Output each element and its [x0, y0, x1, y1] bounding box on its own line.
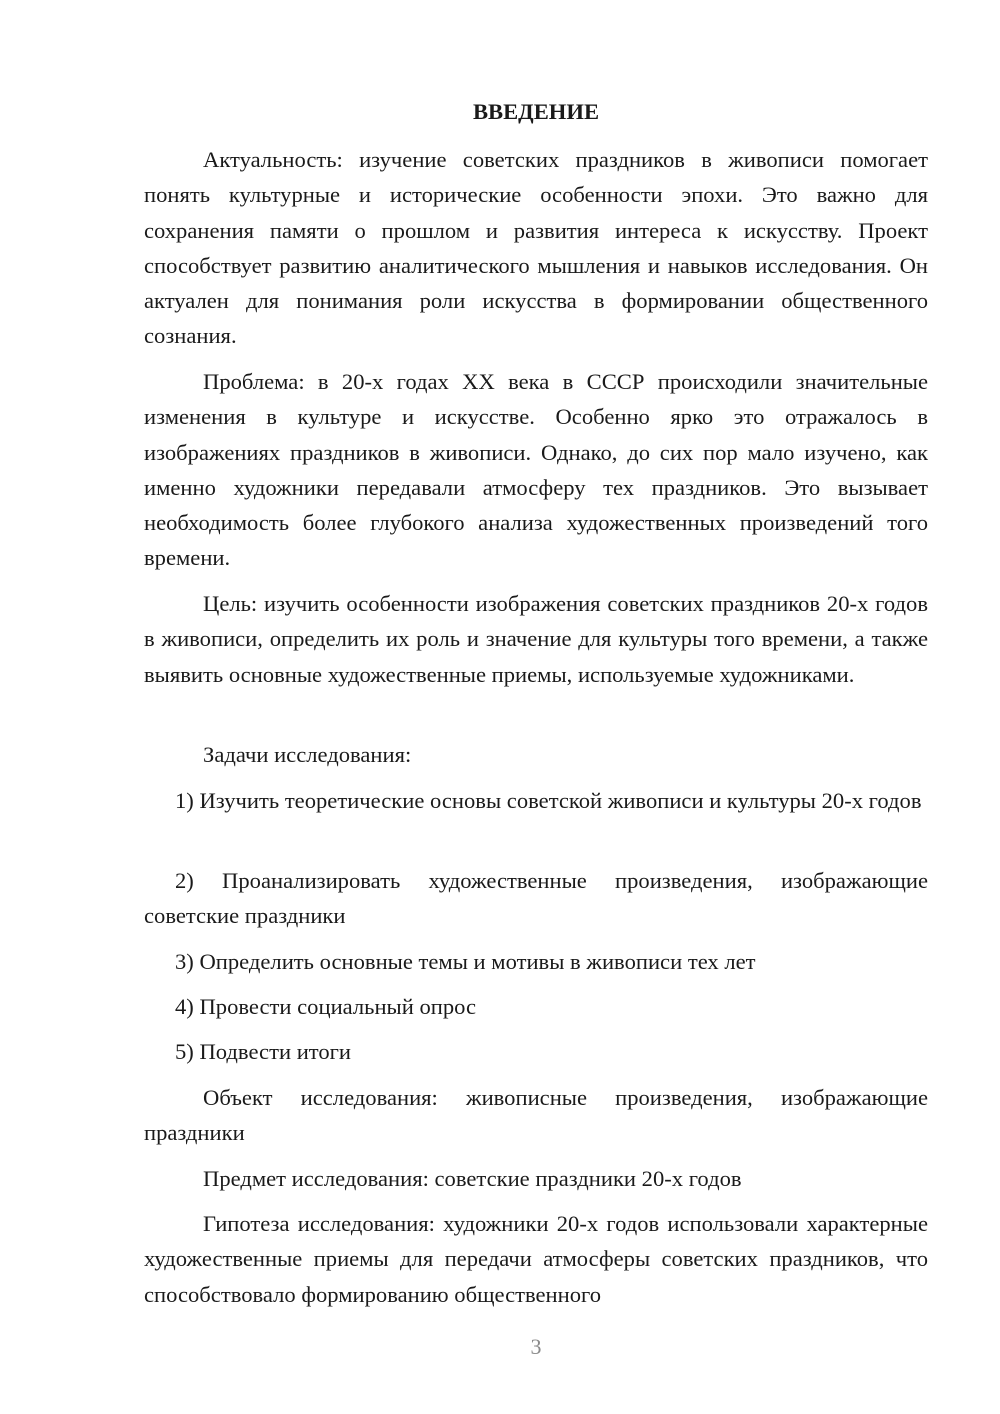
task-item-5: 5) Подвести итоги: [175, 1039, 352, 1064]
task-item-3: 3) Определить основные темы и мотивы в живописи тех лет: [175, 949, 756, 974]
task-item-4: 4) Провести социальный опрос: [175, 994, 477, 1019]
paragraph-subject: Предмет исследования: советские праздники 20-х годов: [203, 1166, 742, 1191]
task-item-1: 1) Изучить теоретические основы советской живописи и культуры 20-х годов: [175, 788, 922, 813]
page-title: ВВЕДЕНИЕ: [472, 99, 600, 124]
task-item-2: 2) Проанализировать художественные произведения, изображающие советские праздники: [144, 868, 928, 929]
paragraph-goal: Цель: изучить особенности изображения советских праздников 20-х годов в живописи, определить их роль и значение для культуры того времени, а также выявить основные художественные приемы, используемые художниками.: [144, 591, 928, 687]
paragraph-object: Объект исследования: живописные произведения, изображающие праздники: [144, 1085, 928, 1146]
paragraph-relevance: Актуальность: изучение советских праздников в живописи помогает понять культурные и исторические особенности эпохи. Это важно для сохранения памяти о прошлом и развития интереса к искусству. Проект способствует развитию аналитического мышления и навыков исследования. Он актуален для понимания роли искусства в формировании общественного сознания.: [144, 147, 928, 349]
paragraph-problem: Проблема: в 20-х годах XX века в СССР происходили значительные изменения в культуре и искусстве. Особенно ярко это отражалось в изображениях праздников в живописи. Однако, до сих пор мало изучено, как именно художники передавали атмосферу тех праздников. Это вызывает необходимость более глубокого анализа художественных произведений того времени.: [144, 369, 928, 571]
paragraph-hypothesis: Гипотеза исследования: художники 20-х годов использовали характерные художественные приемы для передачи атмосферы советских праздников, что способствовало формированию общественного: [144, 1211, 928, 1307]
tasks-heading: Задачи исследования:: [203, 742, 412, 767]
page-number: 3: [530, 1334, 542, 1359]
